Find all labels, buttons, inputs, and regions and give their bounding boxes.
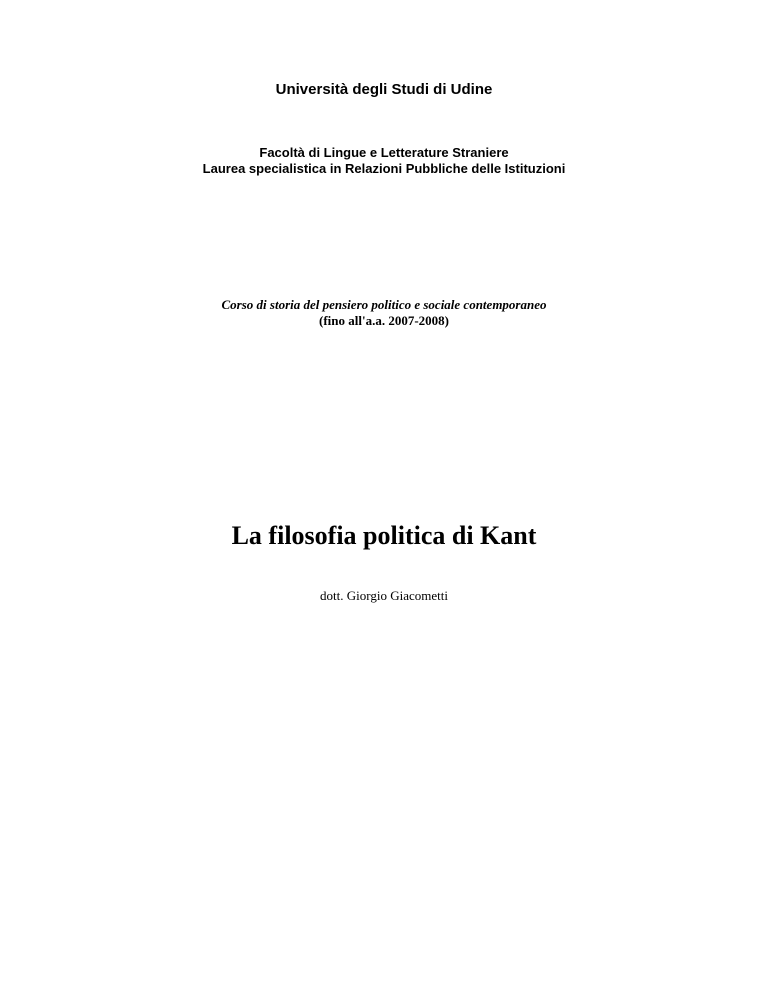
course-years: (fino all'a.a. 2007-2008) — [319, 313, 449, 328]
author-name: dott. Giorgio Giacometti — [320, 588, 448, 603]
document-title: La filosofia politica di Kant — [231, 521, 537, 550]
university-name: Università degli Studi di Udine — [275, 81, 493, 98]
course-name: Corso di storia del pensiero politico e sociale contemporaneo — [221, 297, 547, 312]
degree-program: Laurea specialistica in Relazioni Pubbliche delle Istituzioni — [202, 161, 566, 176]
faculty-name: Facoltà di Lingue e Letterature Straniere — [259, 145, 509, 160]
